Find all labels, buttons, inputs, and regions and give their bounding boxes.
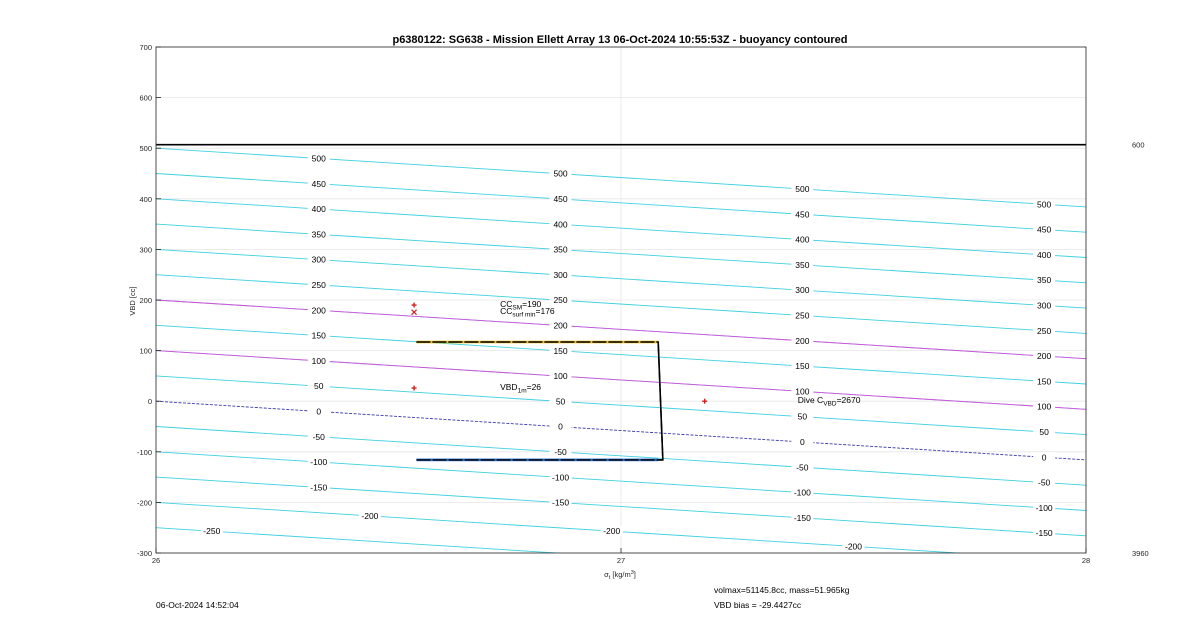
contour-label: -100	[310, 457, 328, 468]
grid-lines	[156, 47, 1086, 553]
contour-label: -100	[1035, 502, 1053, 513]
contour-label: 100	[795, 386, 810, 397]
contour-label: 0	[316, 406, 322, 417]
vbd-bias-text: VBD bias = -29.4427cc	[714, 600, 802, 610]
contour-label: 250	[553, 295, 568, 306]
y-tick-label: 600	[139, 93, 152, 103]
contour-label: -50	[554, 447, 567, 458]
contour-label: -250	[203, 526, 221, 537]
contour-label: 400	[553, 219, 568, 230]
contour-label: 450	[311, 178, 326, 189]
contour-label: 400	[311, 204, 326, 215]
contour-labels	[201, 153, 1055, 551]
contour-label: 200	[795, 335, 810, 346]
y-tick-label: -200	[136, 498, 152, 508]
y-tick-label: 700	[139, 43, 152, 52]
contour-label: 400	[1037, 249, 1052, 260]
contour-label: 300	[1037, 300, 1052, 311]
chart-title: p6380122: SG638 - Mission Ellett Array 13 06-Oct-2024 10:55:53Z - buoyancy contoured	[392, 34, 848, 46]
contour-label: 450	[795, 209, 810, 220]
contour-label: 450	[553, 194, 568, 205]
contour-label: -50	[796, 462, 809, 473]
contour-label: -200	[361, 510, 379, 521]
annotation-main: VBD	[500, 382, 518, 393]
contour-label: -50	[1038, 477, 1051, 488]
y-tick-label: -100	[136, 447, 152, 457]
contour-label: -150	[793, 512, 811, 523]
contour-label: 150	[795, 361, 810, 372]
contour-label: 500	[311, 153, 326, 164]
y-tick-label: 0	[147, 397, 152, 407]
annotation-value: =26	[526, 382, 542, 393]
contour-label: -200	[844, 541, 863, 552]
annotation-main: Dive C	[797, 395, 824, 406]
contour-label: -150	[310, 482, 328, 493]
contour-label: -150	[1035, 528, 1053, 539]
right-axis-label: 3960	[1132, 549, 1149, 558]
contour-label: 50	[314, 381, 324, 392]
contour-label: 100	[1037, 401, 1052, 412]
contour-label: 250	[1037, 325, 1052, 336]
contour-label: 100	[553, 371, 568, 382]
timestamp-text: 06-Oct-2024 14:52:04	[156, 600, 239, 610]
data-marker	[412, 386, 417, 391]
contour-label: 200	[1037, 351, 1052, 362]
contour-label: 0	[1041, 452, 1047, 463]
tick-labels	[137, 43, 1149, 565]
annotation-subscript: VBD	[823, 400, 837, 408]
contour-label: -150	[552, 497, 570, 508]
y-tick-label: 500	[139, 144, 152, 154]
contour-label: 300	[311, 254, 326, 265]
annotation-subscript: surf min	[512, 311, 536, 319]
contour-label: 500	[795, 183, 810, 194]
annotation	[798, 395, 861, 408]
contour-label: -50	[312, 431, 325, 442]
contour-label: 100	[311, 355, 326, 366]
contour-label: 0	[558, 421, 563, 432]
contour-label: 400	[795, 234, 810, 245]
contour-label: 500	[553, 168, 568, 179]
y-tick-label: 200	[139, 296, 152, 305]
contour-label: 150	[553, 345, 568, 356]
data-marker	[702, 399, 707, 404]
contour-label: 350	[311, 229, 326, 240]
annotation	[500, 382, 541, 395]
y-tick-label: 400	[139, 194, 152, 204]
contour-label: 50	[797, 411, 808, 422]
right-axis-label: 600	[1132, 140, 1145, 150]
contour-label: 200	[553, 320, 568, 331]
contour-label: 150	[1037, 376, 1052, 387]
volmax-mass-text: volmax=51145.8cc, mass=51.965kg	[714, 585, 850, 595]
x-axis-label: $\sigma_t$ $[kg/m^3]$	[604, 570, 636, 581]
contour-label: 350	[1037, 275, 1052, 286]
x-tick-label: 28	[1081, 556, 1091, 565]
y-tick-label: 300	[139, 245, 152, 255]
contour-label: -200	[603, 526, 621, 537]
annotation-value: =176	[535, 306, 555, 317]
contour-label: 250	[311, 279, 326, 290]
contour-label: 50	[1039, 426, 1049, 437]
contour-label: 300	[795, 285, 810, 296]
contour-label: 350	[795, 259, 810, 270]
data-marker	[412, 310, 417, 315]
x-tick-label: 26	[151, 556, 161, 565]
y-tick-label: -300	[136, 549, 152, 558]
contour-label: -100	[793, 487, 811, 498]
annotation-main: CC	[500, 299, 513, 310]
data-marker	[412, 303, 417, 308]
contour-label: 50	[555, 396, 566, 407]
annotation-subscript: 1m	[517, 387, 527, 395]
contour-label: 300	[553, 269, 568, 280]
contour-label: 150	[311, 330, 326, 341]
y-tick-label: 100	[139, 346, 152, 356]
annotation-value: =2670	[836, 395, 861, 406]
contour-label: 450	[1037, 224, 1052, 235]
contour-label: 200	[311, 305, 326, 316]
contour-label: 250	[795, 310, 810, 321]
contour-label: 350	[553, 244, 568, 255]
contour-label: 500	[1037, 199, 1052, 210]
contour-label: -100	[552, 472, 570, 483]
y-axis-label: VBD [cc]	[128, 286, 137, 316]
annotation-value: =190	[522, 299, 542, 310]
annotation-subscript: SM	[512, 304, 523, 312]
x-tick-label: 27	[616, 556, 626, 565]
annotation-main: CC	[500, 306, 513, 317]
contour-label: 0	[799, 436, 805, 447]
